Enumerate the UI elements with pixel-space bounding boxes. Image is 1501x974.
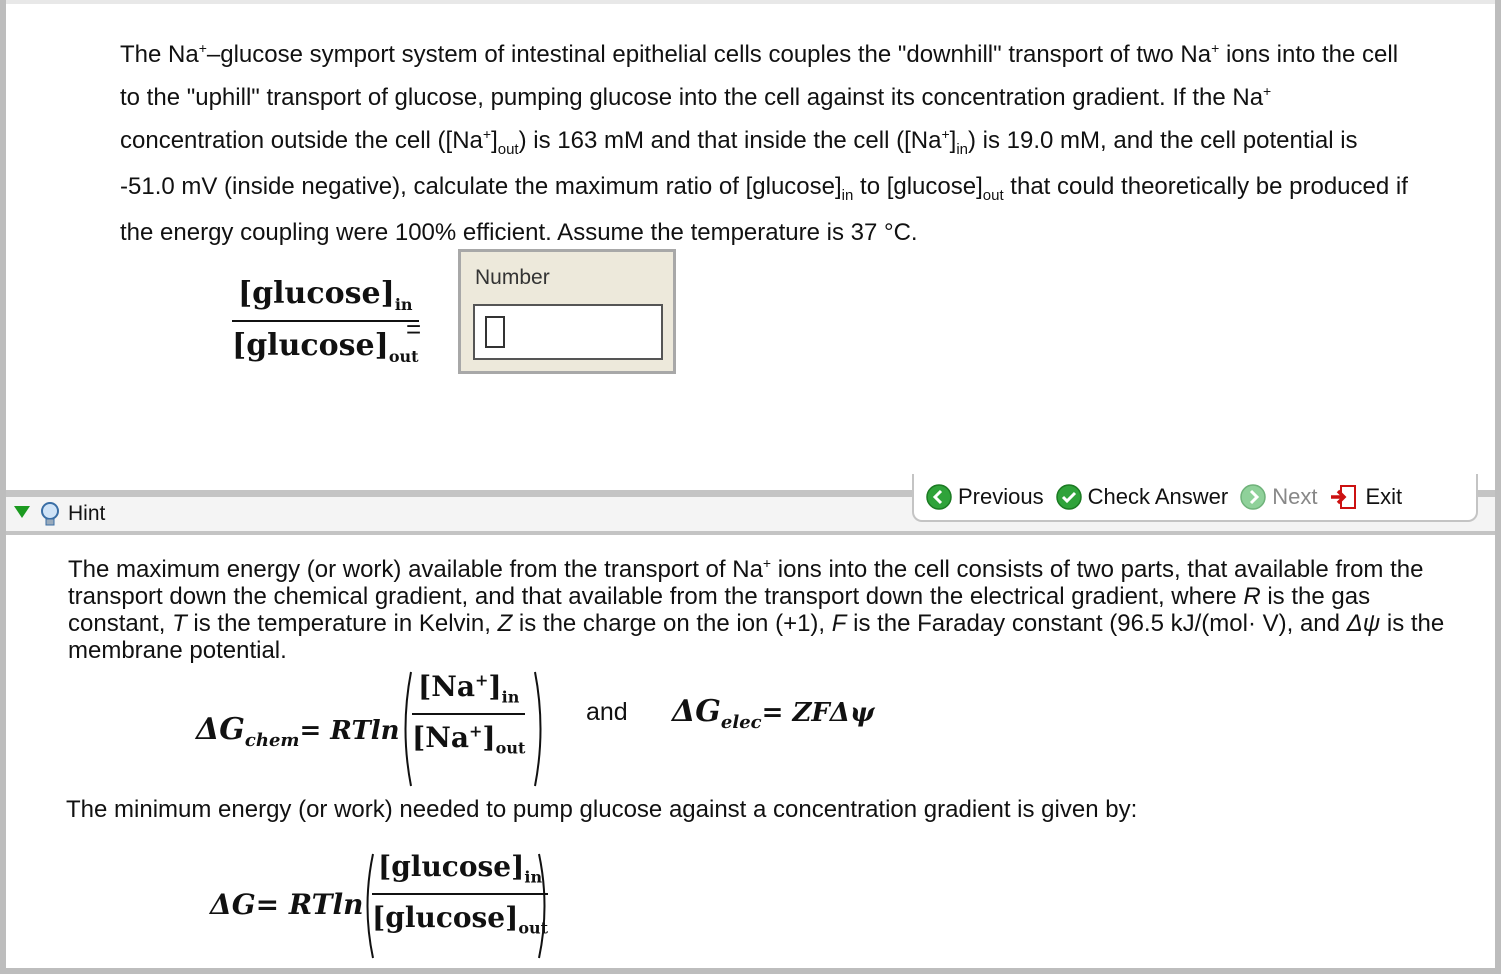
nav-toolbar	[912, 474, 1478, 522]
previous-arrow-icon	[926, 484, 952, 510]
top-strip	[6, 0, 1495, 4]
next-arrow-icon	[1240, 484, 1266, 510]
answer-box-label: Number	[475, 266, 550, 289]
eq-elec: $\Delta G_{elec}= ZF\Delta\psi$	[672, 694, 875, 733]
answer-box	[458, 249, 676, 374]
check-answer-button[interactable]	[1056, 484, 1229, 510]
exit-door-icon	[1329, 482, 1359, 512]
right-paren-2	[536, 852, 552, 960]
hint-label[interactable]: Hint	[68, 502, 106, 525]
next-button[interactable]	[1240, 484, 1317, 510]
eq-chem-lhs: $\Delta G_{chem}= RTln$	[196, 712, 400, 751]
glucose-fraction: $[glucose]_{in}$ $[glucose]_{out}$	[372, 850, 549, 938]
checkmark-icon	[1056, 484, 1082, 510]
answer-input[interactable]	[473, 304, 663, 360]
expand-triangle-icon[interactable]	[14, 506, 30, 518]
fraction-bar	[232, 320, 419, 322]
question-text: The Na+–glucose symport system of intestinal epithelial cells couples the "downhill" transport of two Na+ ions into the cell to the "uphill" transport of glucose, pumping glucose into the cell against its concentration gradient. If the Na+ concentration outside the cell $([Na^+]_{out})$ is 163 mM and that inside the cell $([Na^+]_{in})$ is 19.0 mM, and the cell potential is -51.0 mV (inside negative), calculate the maximum ratio of $[glucose]_{in}$ to $[glucose]_{out}$ that could theoretically be produced if the energy coupling were 100% efficient. Assume the temperature is 37 °C.	[120, 40, 1408, 246]
hint-paragraph-2: The minimum energy (or work) needed to pump glucose against a concentration gradient is given by:	[66, 796, 1138, 823]
lightbulb-icon	[38, 501, 62, 529]
right-paren	[532, 670, 548, 788]
fraction-denominator: $[glucose]_{out}$	[232, 328, 419, 366]
previous-label: Previous	[958, 484, 1044, 509]
eq-glucose-lhs: ΔG= RTln	[210, 888, 364, 921]
hint-paragraph: The maximum energy (or work) available from the transport of Na+ ions into the cell consists of two parts, that available from the transport down the chemical gradient, and that available from the transport down the electrical gradient, where R is the gas constant, T is the temperature in Kelvin, Z is the charge on the ion (+1), F is the Faraday constant (96.5 kJ/(mol· V), and Δψ is the membrane potential.	[68, 555, 1445, 664]
exit-button[interactable]	[1329, 482, 1402, 512]
check-answer-label: Check Answer	[1087, 484, 1229, 509]
answer-fraction	[232, 276, 422, 366]
exit-label: Exit	[1365, 484, 1403, 509]
and-text: and	[586, 698, 628, 726]
previous-button[interactable]	[926, 484, 1044, 510]
fraction-numerator: $[glucose]_{in}$	[237, 276, 413, 314]
equals-sign: =	[406, 314, 422, 344]
na-fraction: $[Na^+]_{in}$ $[Na^+]_{out}$	[412, 670, 526, 758]
next-label: Next	[1272, 484, 1318, 509]
